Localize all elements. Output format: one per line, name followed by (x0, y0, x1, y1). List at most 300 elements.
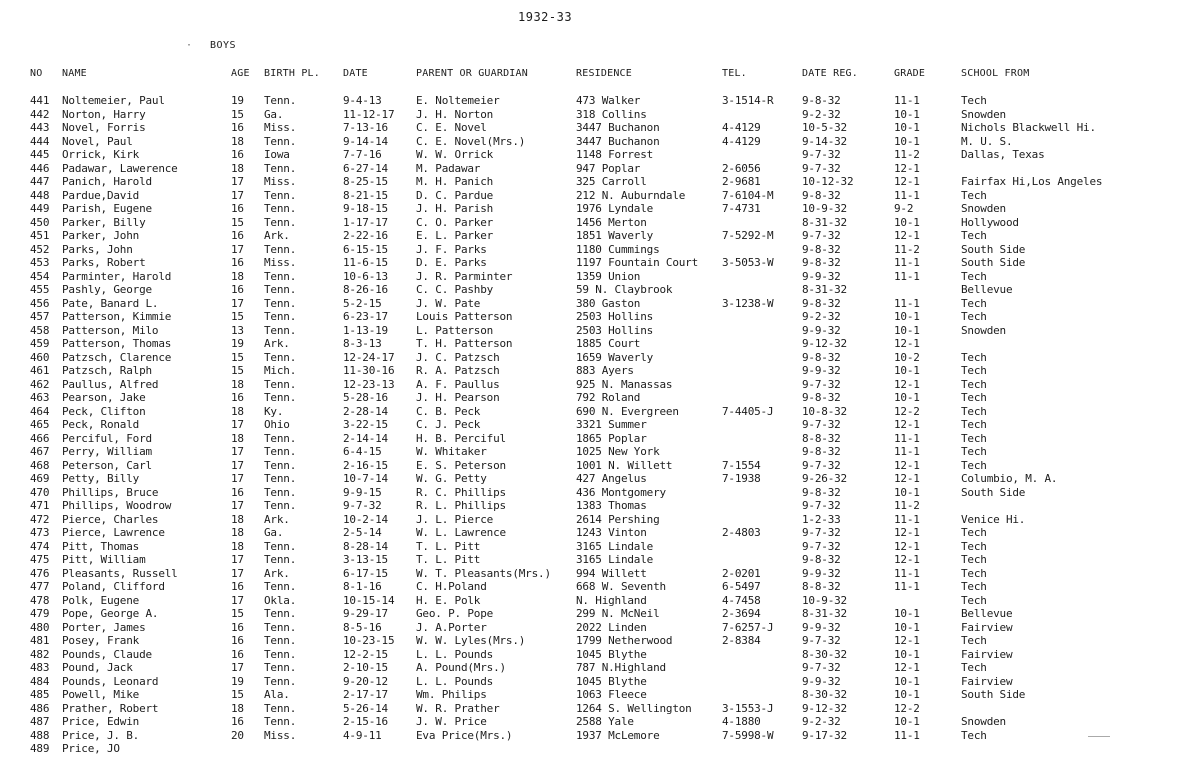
table-row (0, 702, 1200, 716)
table-row (0, 216, 1200, 230)
birth-place: Okla. (264, 593, 297, 607)
grade: 10-1 (894, 674, 920, 688)
header-name: NAME (62, 68, 87, 79)
parent-guardian: W. W. Orrick (416, 148, 494, 161)
row-no: 455 (30, 283, 50, 296)
grade: 12-1 (894, 634, 920, 647)
birth-date: 9-4-13 (343, 94, 382, 107)
age: 19 (231, 337, 244, 350)
date-registered: 9-7-32 (802, 499, 841, 512)
birth-date: 10-2-14 (343, 512, 388, 526)
parent-guardian: W. R. Prather (416, 701, 500, 715)
birth-place: Tenn. (264, 701, 297, 715)
row-no: 477 (30, 580, 50, 593)
grade: 12-1 (894, 377, 920, 391)
student-name: Price, JO (62, 742, 120, 755)
grade: 12-1 (894, 539, 920, 553)
age: 16 (231, 485, 244, 499)
birth-date: 4-9-11 (343, 728, 382, 742)
birth-date: 9-18-15 (343, 202, 388, 215)
birth-place: Tenn. (264, 674, 297, 688)
birth-place: Ohio (264, 418, 290, 431)
parent-guardian: W. T. Pleasants(Mrs.) (416, 566, 551, 580)
header-school-from: SCHOOL FROM (961, 68, 1030, 79)
birth-date: 8-25-15 (343, 175, 388, 188)
date-registered: 9-8-32 (802, 188, 841, 202)
telephone: 7-4405-J (722, 404, 774, 418)
grade: 11-2 (894, 499, 920, 512)
student-name: Pardue,David (62, 188, 140, 202)
table-row (0, 94, 1200, 108)
school-from: Hollywood (961, 215, 1019, 229)
birth-date: 11-6-15 (343, 256, 388, 269)
grade: 10-1 (894, 620, 920, 634)
birth-date: 9-7-32 (343, 499, 382, 512)
residence: 1799 Netherwood (576, 634, 673, 647)
age: 17 (231, 553, 244, 566)
residence: 1885 Court (576, 337, 641, 350)
parent-guardian: C. J. Peck (416, 418, 481, 431)
table-row (0, 459, 1200, 473)
section-title: BOYS (210, 40, 237, 51)
row-no: 442 (30, 107, 50, 121)
grade: 9-2 (894, 202, 914, 215)
birth-place: Ark. (264, 337, 290, 350)
student-name: Perry, William (62, 445, 152, 458)
birth-place: Tenn. (264, 161, 297, 175)
date-registered: 9-9-32 (802, 620, 841, 634)
grade: 11-2 (894, 148, 920, 161)
date-registered: 8-30-32 (802, 688, 847, 701)
birth-place: Tenn. (264, 134, 297, 148)
row-no: 449 (30, 202, 50, 215)
residence: 1025 New York (576, 445, 660, 458)
birth-place: Tenn. (264, 391, 297, 404)
residence: 792 Roland (576, 391, 641, 404)
school-from: Tech (961, 404, 987, 418)
birth-date: 6-27-14 (343, 161, 388, 175)
school-from: Columbio, M. A. (961, 472, 1058, 485)
grade: 11-1 (894, 269, 920, 283)
birth-place: Tenn. (264, 620, 297, 634)
birth-date: 12-23-13 (343, 377, 395, 391)
grade: 11-1 (894, 728, 920, 742)
parent-guardian: D. E. Parks (416, 256, 487, 269)
row-no: 470 (30, 485, 50, 499)
age: 17 (231, 175, 244, 188)
birth-date: 7-13-16 (343, 121, 388, 134)
parent-guardian: R. C. Phillips (416, 485, 506, 499)
telephone: 7-4731 (722, 202, 761, 215)
date-registered: 9-8-32 (802, 242, 841, 256)
date-registered: 9-7-32 (802, 634, 841, 647)
residence: 668 W. Seventh (576, 580, 666, 593)
residence: 299 N. McNeil (576, 607, 660, 620)
row-no: 472 (30, 512, 50, 526)
row-no: 441 (30, 94, 50, 107)
school-from: Fairview (961, 647, 1013, 661)
header-tel: TEL. (722, 68, 747, 79)
parent-guardian: T. L. Pitt (416, 553, 481, 566)
telephone: 3-1553-J (722, 701, 774, 715)
parent-guardian: A. Pound(Mrs.) (416, 661, 506, 674)
school-from: Bellevue (961, 283, 1013, 296)
age: 17 (231, 242, 244, 256)
date-registered: 9-7-32 (802, 526, 841, 539)
table-row (0, 162, 1200, 176)
age: 17 (231, 418, 244, 431)
student-name: Norton, Harry (62, 107, 146, 121)
grade: 12-1 (894, 161, 920, 175)
birth-date: 2-10-15 (343, 661, 388, 674)
birth-place: Miss. (264, 256, 297, 269)
birth-place: Tenn. (264, 647, 297, 661)
date-registered: 10-5-32 (802, 121, 847, 134)
residence: 1937 McLemore (576, 728, 660, 742)
student-name: Paullus, Alfred (62, 377, 159, 391)
birth-place: Tenn. (264, 431, 297, 445)
row-no: 462 (30, 377, 50, 391)
telephone: 2-4803 (722, 526, 761, 539)
row-no: 454 (30, 269, 50, 283)
row-no: 481 (30, 634, 50, 647)
age: 16 (231, 256, 244, 269)
date-registered: 9-8-32 (802, 485, 841, 499)
birth-date: 9-29-17 (343, 607, 388, 620)
age: 16 (231, 121, 244, 134)
student-name: Pashly, George (62, 283, 152, 296)
birth-place: Tenn. (264, 634, 297, 647)
residence: 3321 Summer (576, 418, 647, 431)
school-from: Tech (961, 350, 987, 364)
age: 15 (231, 350, 244, 364)
parent-guardian: E. S. Peterson (416, 458, 506, 472)
date-registered: 9-7-32 (802, 161, 841, 175)
residence: 1976 Lyndale (576, 202, 654, 215)
birth-date: 2-15-16 (343, 715, 388, 728)
grade: 11-2 (894, 242, 920, 256)
birth-place: Tenn. (264, 310, 297, 323)
table-row (0, 148, 1200, 162)
telephone: 4-4129 (722, 134, 761, 148)
school-from: Tech (961, 445, 987, 458)
row-no: 478 (30, 593, 50, 607)
birth-date: 2-14-14 (343, 431, 388, 445)
parent-guardian: J. H. Parish (416, 202, 494, 215)
residence: 473 Walker (576, 94, 641, 107)
date-registered: 9-8-32 (802, 256, 841, 269)
age: 18 (231, 512, 244, 526)
table-row (0, 378, 1200, 392)
age: 15 (231, 310, 244, 323)
column-header-row (0, 68, 1200, 82)
age: 16 (231, 283, 244, 296)
birth-place: Tenn. (264, 472, 297, 485)
student-name: Parker, Billy (62, 215, 146, 229)
date-registered: 9-7-32 (802, 377, 841, 391)
row-no: 444 (30, 134, 50, 148)
student-name: Price, Edwin (62, 715, 140, 728)
date-registered: 9-8-32 (802, 296, 841, 310)
telephone: 3-1514-R (722, 94, 774, 107)
row-no: 443 (30, 121, 50, 134)
grade: 10-1 (894, 485, 920, 499)
age: 18 (231, 539, 244, 553)
table-row (0, 621, 1200, 635)
table-row (0, 324, 1200, 338)
age: 18 (231, 404, 244, 418)
grade: 12-1 (894, 458, 920, 472)
residence: 1045 Blythe (576, 647, 647, 661)
age: 15 (231, 107, 244, 121)
grade: 10-1 (894, 107, 920, 121)
row-no: 446 (30, 161, 50, 175)
header-age: AGE (231, 68, 250, 79)
residence: 3165 Lindale (576, 539, 654, 553)
grade: 11-1 (894, 94, 920, 107)
birth-date: 3-13-15 (343, 553, 388, 566)
student-name: Parish, Eugene (62, 202, 152, 215)
school-from: Venice Hi. (961, 512, 1026, 526)
row-no: 460 (30, 350, 50, 364)
date-registered: 9-9-32 (802, 323, 841, 337)
telephone: 4-4129 (722, 121, 761, 134)
school-from: Tech (961, 539, 987, 553)
student-name: Patterson, Thomas (62, 337, 172, 350)
birth-place: Tenn. (264, 580, 297, 593)
birth-date: 8-5-16 (343, 620, 382, 634)
grade: 10-1 (894, 607, 920, 620)
residence: 1001 N. Willett (576, 458, 673, 472)
school-from: Tech (961, 364, 987, 377)
student-name: Pleasants, Russell (62, 566, 178, 580)
row-no: 487 (30, 715, 50, 728)
parent-guardian: W. L. Lawrence (416, 526, 506, 539)
date-registered: 8-8-32 (802, 580, 841, 593)
residence: 1197 Fountain Court (576, 256, 699, 269)
date-registered: 9-7-32 (802, 539, 841, 553)
header-residence: RESIDENCE (576, 68, 632, 79)
table-row (0, 472, 1200, 486)
grade: 12-1 (894, 175, 920, 188)
birth-place: Ark. (264, 229, 290, 242)
telephone: 4-1880 (722, 715, 761, 728)
birth-date: 9-9-15 (343, 485, 382, 499)
row-no: 469 (30, 472, 50, 485)
date-registered: 10-9-32 (802, 202, 847, 215)
table-row (0, 351, 1200, 365)
student-name: Pope, George A. (62, 607, 159, 620)
grade: 12-1 (894, 337, 920, 350)
birth-date: 6-4-15 (343, 445, 382, 458)
date-registered: 8-30-32 (802, 647, 847, 661)
birth-place: Tenn. (264, 202, 297, 215)
birth-date: 10-7-14 (343, 472, 388, 485)
birth-place: Tenn. (264, 283, 297, 296)
birth-date: 8-21-15 (343, 188, 388, 202)
birth-place: Tenn. (264, 323, 297, 337)
parent-guardian: R. L. Phillips (416, 499, 506, 512)
birth-place: Ark. (264, 512, 290, 526)
table-row (0, 121, 1200, 135)
table-row (0, 486, 1200, 500)
residence: 1659 Waverly (576, 350, 654, 364)
birth-place: Tenn. (264, 607, 297, 620)
grade: 11-1 (894, 256, 920, 269)
header-date-reg: DATE REG. (802, 68, 858, 79)
school-from: Fairview (961, 620, 1013, 634)
school-from: Tech (961, 310, 987, 323)
parent-guardian: C. E. Novel(Mrs.) (416, 134, 526, 148)
date-registered: 9-12-32 (802, 701, 847, 715)
telephone: 2-3694 (722, 607, 761, 620)
birth-date: 5-28-16 (343, 391, 388, 404)
age: 15 (231, 607, 244, 620)
row-no: 465 (30, 418, 50, 431)
student-name: Phillips, Bruce (62, 485, 159, 499)
school-from: M. U. S. (961, 134, 1013, 148)
student-name: Novel, Forris (62, 121, 146, 134)
student-name: Peck, Ronald (62, 418, 140, 431)
student-name: Orrick, Kirk (62, 148, 140, 161)
residence: 436 Montgomery (576, 485, 666, 499)
birth-date: 8-26-16 (343, 283, 388, 296)
age: 17 (231, 445, 244, 458)
date-registered: 8-31-32 (802, 607, 847, 620)
residence: 1063 Fleece (576, 688, 647, 701)
school-from: Tech (961, 458, 987, 472)
age: 17 (231, 296, 244, 310)
margin-mark (1088, 736, 1110, 737)
school-from: Fairview (961, 674, 1013, 688)
parent-guardian: C. H.Poland (416, 580, 487, 593)
grade: 11-1 (894, 431, 920, 445)
residence: N. Highland (576, 593, 647, 607)
parent-guardian: Louis Patterson (416, 310, 513, 323)
grade: 11-1 (894, 296, 920, 310)
school-from: Snowden (961, 715, 1006, 728)
age: 19 (231, 674, 244, 688)
birth-date: 12-2-15 (343, 647, 388, 661)
birth-date: 1-13-19 (343, 323, 388, 337)
student-name: Novel, Paul (62, 134, 133, 148)
birth-place: Tenn. (264, 661, 297, 674)
date-registered: 9-8-32 (802, 350, 841, 364)
school-from: South Side (961, 256, 1026, 269)
age: 17 (231, 499, 244, 512)
row-no: 488 (30, 728, 50, 742)
school-from: Tech (961, 661, 987, 674)
date-registered: 9-26-32 (802, 472, 847, 485)
header-birth-place: BIRTH PL. (264, 68, 320, 79)
birth-date: 5-2-15 (343, 296, 382, 310)
table-row (0, 432, 1200, 446)
school-from: Tech (961, 580, 987, 593)
table-row (0, 310, 1200, 324)
row-no: 452 (30, 242, 50, 256)
table-row (0, 283, 1200, 297)
date-registered: 9-8-32 (802, 94, 841, 107)
birth-date: 6-15-15 (343, 242, 388, 256)
student-name: Pounds, Leonard (62, 674, 159, 688)
age: 17 (231, 661, 244, 674)
parent-guardian: D. C. Pardue (416, 188, 494, 202)
grade: 10-2 (894, 350, 920, 364)
row-no: 461 (30, 364, 50, 377)
table-row (0, 405, 1200, 419)
telephone: 7-5998-W (722, 728, 774, 742)
grade: 12-2 (894, 404, 920, 418)
birth-place: Ky. (264, 404, 284, 418)
telephone: 7-6104-M (722, 188, 774, 202)
row-no: 448 (30, 188, 50, 202)
student-name: Posey, Frank (62, 634, 140, 647)
age: 16 (231, 634, 244, 647)
parent-guardian: J. W. Pate (416, 296, 481, 310)
date-registered: 9-7-32 (802, 661, 841, 674)
birth-date: 7-7-16 (343, 148, 382, 161)
header-grade: GRADE (894, 68, 926, 79)
date-registered: 10-12-32 (802, 175, 854, 188)
grade: 12-1 (894, 661, 920, 674)
parent-guardian: L. L. Pounds (416, 647, 494, 661)
grade: 12-1 (894, 553, 920, 566)
header-parent: PARENT OR GUARDIAN (416, 68, 528, 79)
parent-guardian: C. O. Parker (416, 215, 494, 229)
residence: 690 N. Evergreen (576, 404, 679, 418)
birth-date: 2-22-16 (343, 229, 388, 242)
table-row (0, 229, 1200, 243)
residence: 947 Poplar (576, 161, 641, 175)
grade: 10-1 (894, 688, 920, 701)
table-row (0, 594, 1200, 608)
parent-guardian: E. Noltemeier (416, 94, 500, 107)
age: 20 (231, 728, 244, 742)
age: 18 (231, 526, 244, 539)
telephone: 2-8384 (722, 634, 761, 647)
date-registered: 10-8-32 (802, 404, 847, 418)
age: 16 (231, 580, 244, 593)
birth-date: 5-26-14 (343, 701, 388, 715)
row-no: 471 (30, 499, 50, 512)
table-row (0, 270, 1200, 284)
residence: 3447 Buchanon (576, 134, 660, 148)
student-name: Parminter, Harold (62, 269, 172, 283)
school-from: Tech (961, 566, 987, 580)
birth-date: 2-16-15 (343, 458, 388, 472)
student-name: Pitt, Thomas (62, 539, 140, 553)
residence: 2614 Pershing (576, 512, 660, 526)
table-row (0, 513, 1200, 527)
telephone: 7-1938 (722, 472, 761, 485)
grade: 12-1 (894, 418, 920, 431)
parent-guardian: J. H. Norton (416, 107, 494, 121)
row-no: 447 (30, 175, 50, 188)
parent-guardian: C. C. Pashby (416, 283, 494, 296)
birth-place: Tenn. (264, 485, 297, 499)
table-row (0, 648, 1200, 662)
table-row (0, 715, 1200, 729)
birth-date: 2-5-14 (343, 526, 382, 539)
row-no: 459 (30, 337, 50, 350)
page-year: 1932-33 (518, 10, 573, 24)
school-from: Tech (961, 418, 987, 431)
school-from: Tech (961, 188, 987, 202)
birth-date: 8-1-16 (343, 580, 382, 593)
student-name: Polk, Eugene (62, 593, 140, 607)
row-no: 467 (30, 445, 50, 458)
birth-place: Tenn. (264, 539, 297, 553)
